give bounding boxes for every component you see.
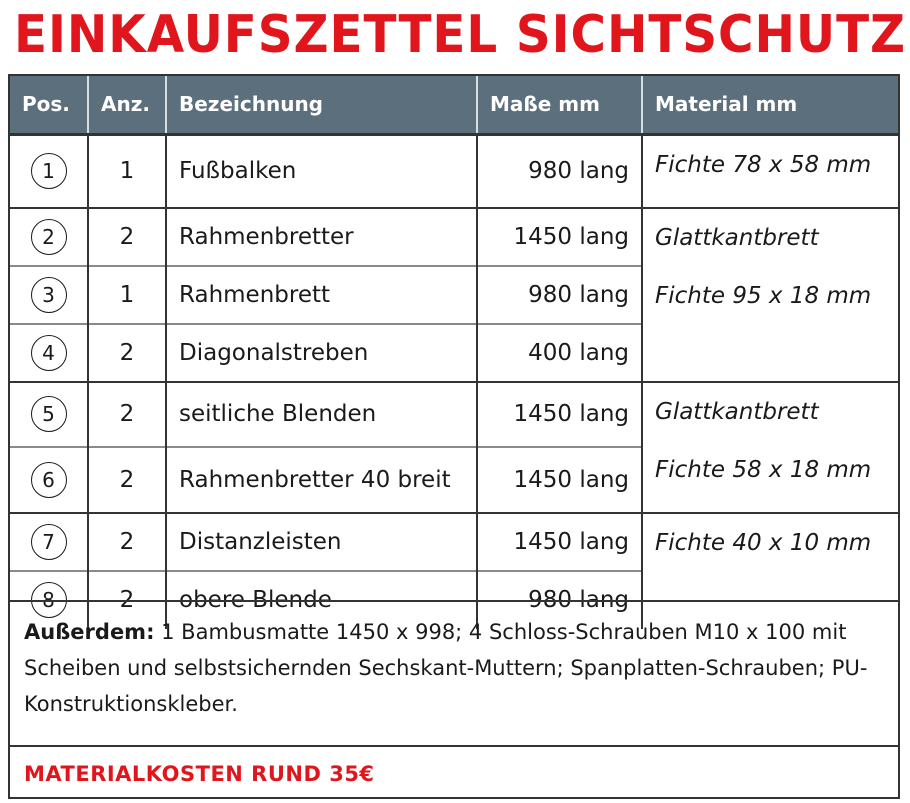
- description-cell: Fußbalken: [166, 134, 477, 208]
- table-row: [10, 208, 898, 266]
- shopping-list-table: [10, 76, 898, 629]
- note-text: 1 Bambusmatte 1450 x 998; 4 Schloss-Schrauben M10 x 100 mit Scheiben und selbstsichernden Sechskant-Muttern; Spanplatten-Schrauben; PU-Konstruktionskleber.: [24, 620, 868, 716]
- dimension-cell: 400 lang: [477, 324, 642, 382]
- dimension-cell: 980 lang: [477, 266, 642, 324]
- position-number-icon: 4: [31, 335, 67, 371]
- page-title: EINKAUFSZETTEL SICHTSCHUTZ: [14, 5, 907, 65]
- description-cell: seitliche Blenden: [166, 382, 477, 448]
- header-anz: Anz.: [88, 76, 166, 134]
- material-cost-total: MATERIALKOSTEN RUND 35€: [10, 745, 898, 799]
- description-cell: Diagonalstreben: [166, 324, 477, 382]
- quantity-cell: 2: [88, 324, 166, 382]
- position-number-icon: 5: [31, 396, 67, 432]
- shopping-list-table-container: [8, 74, 900, 799]
- quantity-cell: 1: [88, 266, 166, 324]
- quantity-cell: 2: [88, 571, 166, 629]
- note-label: Außerdem:: [24, 620, 155, 644]
- quantity-cell: 1: [88, 134, 166, 208]
- position-number-icon: 6: [31, 462, 67, 498]
- table-header-row: [10, 76, 898, 134]
- position-number-icon: 3: [31, 277, 67, 313]
- description-cell: Rahmenbretter 40 breit: [166, 447, 477, 513]
- table-row: [10, 513, 898, 571]
- header-pos: Pos.: [10, 76, 88, 134]
- description-cell: Rahmenbretter: [166, 208, 477, 266]
- dimension-cell: 1450 lang: [477, 382, 642, 448]
- material-cell: Fichte 40 x 10 mm: [642, 513, 898, 629]
- material-cell: Fichte 78 x 58 mm: [642, 134, 898, 208]
- position-number-icon: 1: [31, 153, 67, 189]
- position-number-icon: 7: [31, 524, 67, 560]
- dimension-cell: 1450 lang: [477, 513, 642, 571]
- quantity-cell: 2: [88, 513, 166, 571]
- table-row: [10, 382, 898, 448]
- dimension-cell: 980 lang: [477, 571, 642, 629]
- header-material: Material mm: [642, 76, 898, 134]
- dimension-cell: 980 lang: [477, 134, 642, 208]
- description-cell: Rahmenbrett: [166, 266, 477, 324]
- additional-items-note: [10, 600, 898, 745]
- position-number-icon: 2: [31, 219, 67, 255]
- header-masse: Maße mm: [477, 76, 642, 134]
- material-cell: Glattkantbrett Fichte 58 x 18 mm: [642, 382, 898, 513]
- quantity-cell: 2: [88, 382, 166, 448]
- quantity-cell: 2: [88, 208, 166, 266]
- material-cell: Glattkantbrett Fichte 95 x 18 mm: [642, 208, 898, 382]
- position-number-icon: 8: [31, 582, 67, 618]
- dimension-cell: 1450 lang: [477, 208, 642, 266]
- description-cell: obere Blende: [166, 571, 477, 629]
- table-row: [10, 134, 898, 208]
- description-cell: Distanzleisten: [166, 513, 477, 571]
- header-bezeichnung: Bezeichnung: [166, 76, 477, 134]
- quantity-cell: 2: [88, 447, 166, 513]
- dimension-cell: 1450 lang: [477, 447, 642, 513]
